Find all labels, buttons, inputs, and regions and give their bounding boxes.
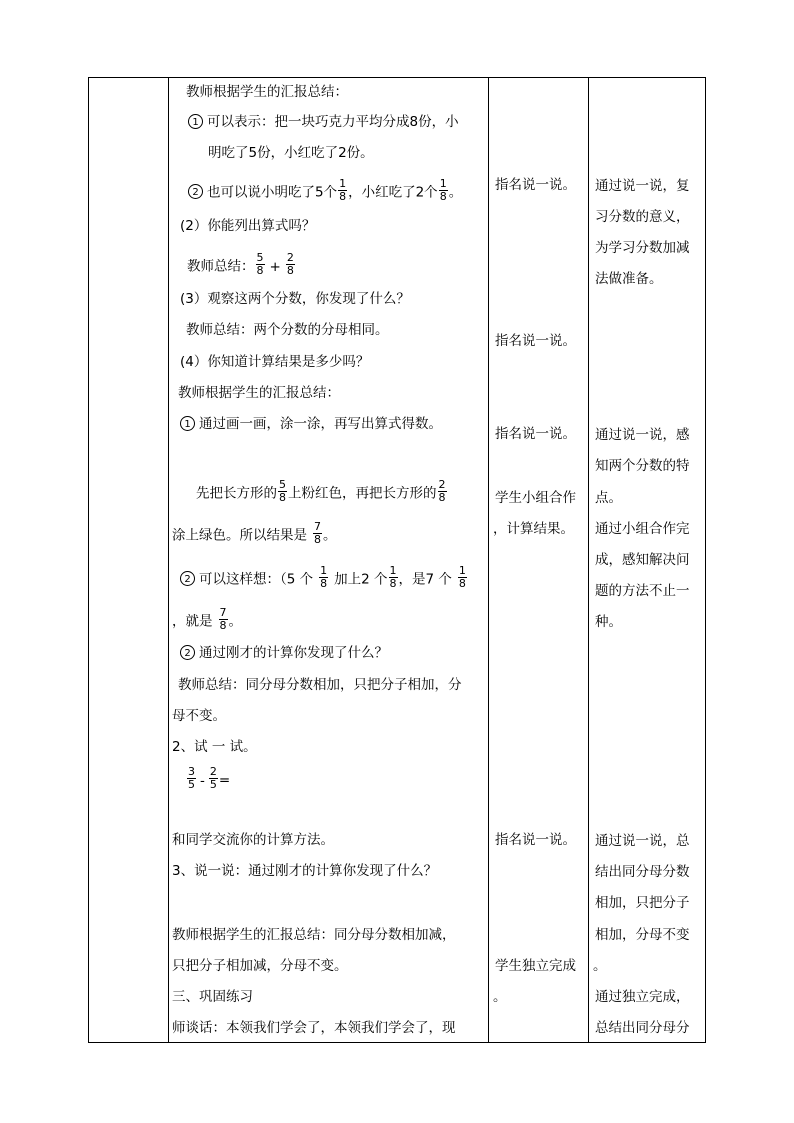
content-text: 。 bbox=[228, 613, 242, 630]
denominator: 8 bbox=[458, 577, 466, 590]
operator: - bbox=[200, 772, 205, 789]
activity-line: 指名说一说。 bbox=[495, 333, 576, 349]
content-line bbox=[187, 251, 296, 279]
content-line: 和同学交流你的计算方法。 bbox=[172, 832, 334, 848]
numerator: 5 bbox=[279, 478, 286, 491]
content-line: 母不变。 bbox=[172, 708, 226, 724]
denominator: 8 bbox=[439, 190, 447, 203]
content-text: 可以这样想：（5 个 bbox=[199, 571, 314, 588]
fraction bbox=[338, 178, 347, 203]
denominator: 8 bbox=[438, 491, 446, 504]
intent-line: 通过说一说，总 bbox=[595, 833, 690, 849]
intent-line: 法做准备。 bbox=[595, 271, 663, 287]
operator: + bbox=[269, 258, 281, 275]
content-line bbox=[188, 113, 459, 131]
content-line bbox=[188, 177, 463, 205]
content-text: 。 bbox=[323, 527, 337, 544]
column-divider-1 bbox=[168, 78, 169, 1042]
fraction bbox=[256, 252, 265, 277]
numerator: 7 bbox=[219, 606, 227, 619]
numerator: 2 bbox=[209, 765, 217, 778]
content-text: ，小红吃了2个 bbox=[348, 184, 438, 201]
section-heading: 三、巩固练习 bbox=[172, 989, 253, 1005]
content-text: 也可以说小明吃了5个 bbox=[207, 184, 338, 201]
column-divider-3 bbox=[588, 78, 589, 1042]
intent-line: 习分数的意义， bbox=[595, 209, 690, 225]
denominator: 8 bbox=[219, 619, 227, 632]
content-text: 通过画一画，涂一涂，再写出算式得数。 bbox=[199, 416, 442, 432]
content-line: 教师根据学生的汇报总结： bbox=[178, 385, 340, 401]
content-text: ，就是 bbox=[172, 613, 213, 630]
content-line bbox=[180, 564, 468, 592]
numerator: 1 bbox=[439, 177, 447, 190]
content-line: 教师总结：两个分数的分母相同。 bbox=[186, 322, 389, 338]
circled-number: 2 bbox=[188, 184, 203, 199]
activity-line: 学生独立完成 bbox=[495, 958, 576, 974]
denominator: 5 bbox=[209, 778, 217, 791]
content-text: 。 bbox=[448, 184, 463, 201]
fraction bbox=[278, 479, 287, 504]
fraction bbox=[209, 766, 218, 791]
fraction bbox=[319, 565, 328, 590]
numerator: 1 bbox=[339, 177, 347, 190]
circled-number: 1 bbox=[180, 416, 195, 431]
content-line bbox=[172, 520, 337, 548]
content-text: ，是7 个 bbox=[398, 571, 452, 588]
content-line bbox=[186, 765, 231, 793]
content-line: 教师根据学生的汇报总结：同分母分数相加减， bbox=[172, 927, 456, 943]
intent-line: 成，感知解决问 bbox=[595, 552, 690, 568]
content-line: (4）你知道计算结果是多少吗？ bbox=[180, 354, 370, 370]
intent-line: 通过独立完成， bbox=[595, 989, 690, 1005]
numerator: 2 bbox=[438, 478, 446, 491]
activity-line: 指名说一说。 bbox=[495, 832, 576, 848]
activity-line: 指名说一说。 bbox=[495, 177, 576, 193]
content-line: 只把分子相加减，分母不变。 bbox=[172, 958, 348, 974]
content-line: (2）你能列出算式吗？ bbox=[180, 218, 316, 234]
numerator: 1 bbox=[458, 564, 466, 577]
intent-line: 通过说一说，感 bbox=[595, 427, 690, 443]
circled-number: 2 bbox=[180, 645, 195, 660]
column-divider-2 bbox=[488, 78, 489, 1042]
numerator: 1 bbox=[320, 564, 328, 577]
content-line: 明吃了5份，小红吃了2份。 bbox=[208, 145, 374, 161]
content-text: 加上2 个 bbox=[334, 571, 388, 588]
operator: = bbox=[218, 772, 231, 789]
intent-line: 通过说一说，复 bbox=[595, 178, 690, 194]
content-line: 教师根据学生的汇报总结： bbox=[186, 84, 348, 100]
circled-number: 2 bbox=[180, 571, 195, 586]
intent-line: 题的方法不止一 bbox=[595, 583, 690, 599]
numerator: 2 bbox=[286, 251, 294, 264]
fraction bbox=[458, 565, 467, 590]
fraction bbox=[438, 479, 447, 504]
fraction bbox=[286, 252, 295, 277]
fraction bbox=[313, 521, 322, 546]
intent-line: 种。 bbox=[595, 614, 622, 630]
content-text: 涂上绿色。所以结果是 bbox=[172, 527, 307, 544]
numerator: 7 bbox=[314, 520, 321, 533]
content-text: 教师总结： bbox=[187, 258, 255, 275]
intent-line: 总结出同分母分 bbox=[595, 1020, 690, 1036]
content-line: 师谈话：本领我们学会了，本领我们学会了，现 bbox=[172, 1020, 456, 1036]
content-line bbox=[196, 478, 448, 506]
content-line bbox=[180, 644, 388, 662]
denominator: 8 bbox=[339, 190, 347, 203]
activity-line: ，计算结果。 bbox=[493, 521, 574, 537]
numerator: 3 bbox=[188, 765, 195, 778]
intent-line: 结出同分母分数 bbox=[595, 864, 690, 880]
intent-line: 通过小组合作完 bbox=[595, 521, 690, 537]
content-line: 教师总结：同分母分数相加，只把分子相加，分 bbox=[178, 677, 462, 693]
content-text: 可以表示：把一块巧克力平均分成8份，小 bbox=[207, 114, 459, 130]
activity-line: 指名说一说。 bbox=[495, 426, 576, 442]
intent-line: 相加，分母不变 bbox=[595, 927, 690, 943]
fraction bbox=[439, 178, 448, 203]
intent-line: 为学习分数加减 bbox=[595, 240, 690, 256]
content-line bbox=[172, 606, 242, 634]
intent-line: 知两个分数的特 bbox=[595, 458, 690, 474]
numerator: 1 bbox=[389, 564, 397, 577]
denominator: 8 bbox=[286, 264, 294, 277]
activity-line: 学生小组合作 bbox=[495, 490, 576, 506]
denominator: 8 bbox=[314, 533, 321, 546]
activity-line: 。 bbox=[493, 989, 507, 1005]
intent-line: 。 bbox=[593, 958, 607, 974]
denominator: 8 bbox=[389, 577, 397, 590]
content-line: (3）观察这两个分数，你发现了什么？ bbox=[180, 291, 410, 307]
denominator: 8 bbox=[320, 577, 328, 590]
content-line bbox=[180, 415, 442, 433]
fraction bbox=[219, 607, 228, 632]
numerator: 5 bbox=[256, 251, 264, 264]
content-text: 先把长方形的 bbox=[196, 485, 277, 502]
content-text: 通过刚才的计算你发现了什么？ bbox=[199, 645, 388, 661]
fraction bbox=[187, 766, 196, 791]
content-line: 2、试 一 试。 bbox=[172, 739, 257, 755]
fraction bbox=[389, 565, 398, 590]
denominator: 5 bbox=[188, 778, 195, 791]
circled-number: 1 bbox=[188, 114, 203, 129]
content-text: 上粉红色，再把长方形的 bbox=[288, 485, 437, 502]
denominator: 8 bbox=[256, 264, 264, 277]
content-line: 3、说一说：通过刚才的计算你发现了什么？ bbox=[172, 863, 438, 879]
denominator: 8 bbox=[279, 491, 286, 504]
intent-line: 相加，只把分子 bbox=[595, 895, 690, 911]
intent-line: 点。 bbox=[595, 490, 622, 506]
